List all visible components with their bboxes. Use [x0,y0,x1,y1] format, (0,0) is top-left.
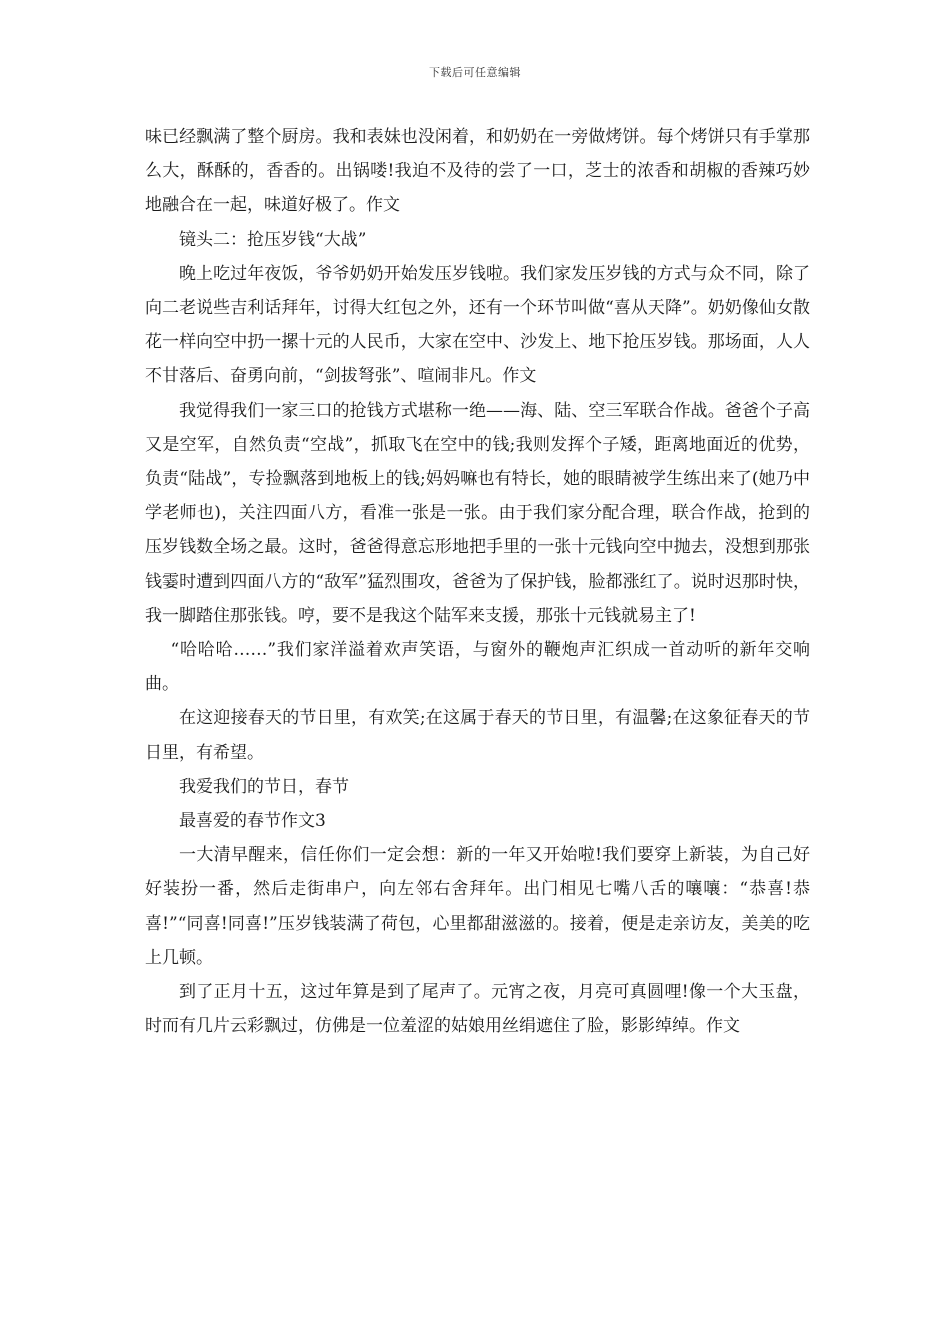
paragraph-spring-festival: 在这迎接春天的节日里，有欢笑;在这属于春天的节日里，有温馨;在这象征春天的节日里，有希望。 [145,708,810,763]
document-body [145,120,810,1043]
paragraph-new-year-eve: 晚上吃过年夜饭，爷爷奶奶开始发压岁钱啦。我们家发压岁钱的方式与众不同，除了向二老说些吉利话拜年，讨得大红包之外，还有一个环节叫做“喜从天降”。奶奶像仙女散花一样向空中扔一摞十元的人民币，大家在空中、沙发上、地下抢压岁钱。那场面，人人不甘落后、奋勇向前，“剑拔弩张”、喧闹非凡。作文 [145,263,810,387]
paragraph-kitchen: 味已经飘满了整个厨房。我和表妹也没闲着，和奶奶在一旁做烤饼。每个烤饼只有手掌那么大，酥酥的，香香的。出锅喽!我迫不及待的尝了一口，芝士的浓香和胡椒的香辣巧妙地融合在一起，味道好极了。作文 [145,127,810,216]
page-header: 下载后可任意编辑 [429,66,521,79]
paragraph-love-festival: 我爱我们的节日，春节 [179,776,349,797]
section-heading-scene-two: 镜头二：抢压岁钱“大战” [179,229,367,250]
paragraph-laughter: “哈哈哈……”我们家洋溢着欢声笑语，与窗外的鞭炮声汇织成一首动听的新年交响曲。 [145,640,810,695]
paragraph-morning: 一大清早醒来，信任你们一定会想：新的一年又开始啦!我们要穿上新装，为自己好好装扮一番，然后走街串户，向左邻右舍拜年。出门相见七嘴八舌的嚷嚷：“恭喜!恭喜!”“同喜!同喜!”压岁钱装满了荷包，心里都甜滋滋的。接着，便是走亲访友，美美的吃上几顿。 [145,845,810,968]
paragraph-lantern-festival: 到了正月十五，这过年算是到了尾声了。元宵之夜，月亮可真圆哩!像一个大玉盘，时而有几片云彩飘过，仿佛是一位羞涩的姑娘用丝绢遮住了脸，影影绰绰。作文 [145,982,810,1037]
paragraph-family-strategy: 我觉得我们一家三口的抢钱方式堪称一绝——海、陆、空三军联合作战。爸爸个子高又是空军，自然负责“空战”，抓取飞在空中的钱;我则发挥个子矮，距离地面近的优势，负责“陆战”，专捡飘落到地板上的钱;妈妈嘛也有特长，她的眼睛被学生练出来了(她乃中学老师也)，关注四面八方，看准一张是一张。由于我们家分配合理，联合作战，抢到的压岁钱数全场之最。这时，爸爸得意忘形地把手里的一张十元钱向空中抛去，没想到那张钱霎时遭到四面八方的“敌军”猛烈围攻，爸爸为了保护钱，脸都涨红了。说时迟那时快，我一脚踏住那张钱。哼，要不是我这个陆军来支援，那张十元钱就易主了! [145,400,810,626]
essay-title-3: 最喜爱的春节作文3 [179,811,326,832]
